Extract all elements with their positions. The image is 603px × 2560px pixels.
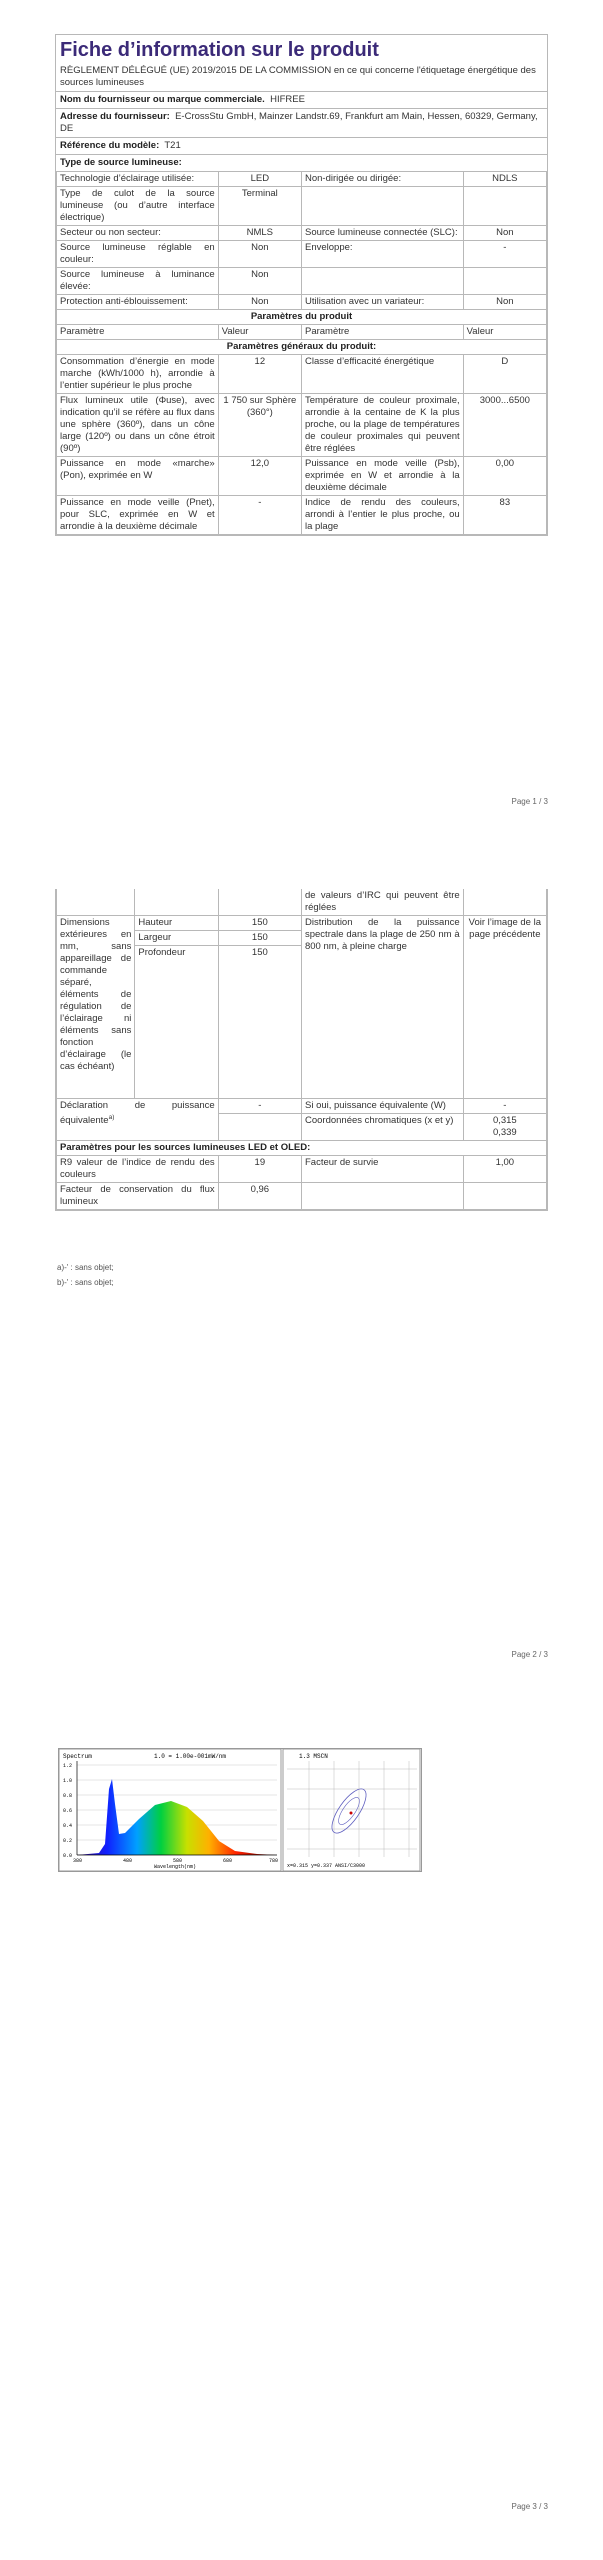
cell-value: - bbox=[463, 241, 546, 268]
model-label: Référence du modèle: bbox=[60, 140, 160, 151]
cell-value: 0,00 bbox=[463, 457, 546, 496]
cell-value: - bbox=[218, 496, 301, 535]
page-footer: Page 2 / 3 bbox=[511, 1650, 548, 1659]
cell-value: NMLS bbox=[218, 226, 301, 241]
cell-value: 1 750 sur Sphère (360°) bbox=[218, 394, 301, 457]
cell-label: Consommation d’énergie en mode marche (kWh/1000 h), arrondie à l’entier supérieur le plus proche bbox=[57, 355, 219, 394]
cell-value: 83 bbox=[463, 496, 546, 535]
dim-value: 150 bbox=[218, 931, 301, 946]
table-row bbox=[57, 295, 547, 310]
table-row bbox=[57, 394, 547, 457]
page-title: Fiche d’information sur le produit bbox=[60, 39, 379, 61]
cell-value: Non bbox=[463, 295, 546, 310]
page-footer: Page 1 / 3 bbox=[511, 797, 548, 806]
survival-label: Facteur de survie bbox=[301, 1156, 463, 1183]
table-row bbox=[57, 241, 547, 268]
table-row bbox=[57, 1183, 547, 1210]
table-row bbox=[57, 1099, 547, 1114]
col-value: Valeur bbox=[463, 325, 546, 340]
cell-value: Non bbox=[218, 268, 301, 295]
cell-empty bbox=[135, 889, 218, 916]
dim-name: Hauteur bbox=[135, 916, 218, 931]
x-tick: 780 bbox=[269, 1858, 279, 1864]
x-tick: 680 bbox=[223, 1858, 233, 1864]
table-row bbox=[57, 172, 547, 187]
chroma-coords-value bbox=[463, 1114, 546, 1141]
cell-label: Secteur ou non secteur: bbox=[57, 226, 219, 241]
y-tick: 1.2 bbox=[63, 1763, 73, 1769]
model-row bbox=[56, 137, 547, 154]
cell-empty bbox=[57, 889, 135, 916]
dim-value: 150 bbox=[218, 946, 301, 1099]
footnote-b: b)-' : sans objet; bbox=[57, 1278, 114, 1287]
power-decl-value: - bbox=[218, 1099, 301, 1114]
supplier-label: Nom du fournisseur ou marque commerciale. bbox=[60, 94, 265, 105]
cell-value bbox=[463, 268, 546, 295]
cie-title: 1.3 MSCN bbox=[299, 1753, 328, 1760]
lumen-maintenance-label: Facteur de conservation du flux lumineux bbox=[57, 1183, 219, 1210]
x-tick: 480 bbox=[123, 1858, 133, 1864]
cell-label: de valeurs d’IRC qui peuvent être réglées bbox=[301, 889, 463, 916]
page-3 bbox=[0, 1700, 603, 2560]
cell-label: Type de culot de la source lumineuse (ou d’autre interface électrique) bbox=[57, 187, 219, 226]
footnote-a: a)-' : sans objet; bbox=[57, 1263, 114, 1272]
equivalent-power-value: - bbox=[463, 1099, 546, 1114]
y-tick: 0.4 bbox=[63, 1823, 73, 1829]
product-params-heading: Paramètres du produit bbox=[57, 310, 547, 325]
spectral-label: Distribution de la puissance spectrale dans la plage de 250 nm à 800 nm, à pleine charge bbox=[301, 916, 463, 1099]
cell-label: Enveloppe: bbox=[301, 241, 463, 268]
led-params-heading: Paramètres pour les sources lumineuses LED et OLED: bbox=[57, 1141, 547, 1156]
equivalent-power-label: Si oui, puissance équivalente (W) bbox=[301, 1099, 463, 1114]
cell-label: Classe d’efficacité énergétique bbox=[301, 355, 463, 394]
table-row bbox=[57, 355, 547, 394]
address-value: E-CrossStu GmbH, Mainzer Landstr.69, Frankfurt am Main, Hessen, 60329, Germany, DE bbox=[60, 111, 538, 134]
cell-value: Terminal bbox=[218, 187, 301, 226]
x-tick: 380 bbox=[73, 1858, 83, 1864]
table-row bbox=[57, 325, 547, 340]
dim-name: Largeur bbox=[135, 931, 218, 946]
cell-value: 3000...6500 bbox=[463, 394, 546, 457]
y-tick: 0.0 bbox=[63, 1853, 73, 1859]
page-1 bbox=[0, 0, 603, 815]
cell-label: Source lumineuse à luminance élevée: bbox=[57, 268, 219, 295]
cell-value: Non bbox=[218, 295, 301, 310]
cell-value: Non bbox=[218, 241, 301, 268]
spectrum-caption: 1.0 = 1.00e-001mW/nm bbox=[154, 1753, 227, 1760]
y-tick: 0.2 bbox=[63, 1838, 73, 1844]
table-row bbox=[57, 889, 547, 916]
page-2 bbox=[0, 885, 603, 1665]
cell-empty bbox=[463, 889, 546, 916]
page-footer: Page 3 / 3 bbox=[511, 2502, 548, 2511]
cie-frame bbox=[283, 1749, 420, 1871]
y-tick: 0.6 bbox=[63, 1808, 73, 1814]
cell-label bbox=[301, 268, 463, 295]
col-value: Valeur bbox=[218, 325, 301, 340]
spectrum-chart bbox=[59, 1749, 281, 1871]
table-row bbox=[57, 1156, 547, 1183]
product-info-sheet-continued bbox=[55, 889, 548, 1211]
supplier-value: HIFREE bbox=[270, 94, 305, 105]
table-row bbox=[57, 1141, 547, 1156]
source-type-table bbox=[56, 171, 547, 535]
address-label: Adresse du fournisseur: bbox=[60, 111, 170, 122]
spectrum-graphic bbox=[59, 1749, 421, 1871]
supplier-row bbox=[56, 91, 547, 108]
spectrum-title: Spectrum bbox=[63, 1753, 92, 1760]
y-tick: 1.0 bbox=[63, 1778, 73, 1784]
cell-empty bbox=[301, 1183, 463, 1210]
table-row bbox=[57, 496, 547, 535]
product-info-sheet bbox=[55, 34, 548, 536]
cell-empty bbox=[463, 1183, 546, 1210]
x-tick: 580 bbox=[173, 1858, 183, 1864]
lumen-maintenance-value: 0,96 bbox=[218, 1183, 301, 1210]
table-row bbox=[57, 310, 547, 325]
cell-label: Source lumineuse connectée (SLC): bbox=[301, 226, 463, 241]
cell-label: Puissance en mode «marche» (Pon), exprimée en W bbox=[57, 457, 219, 496]
r9-label: R9 valeur de l’indice de rendu des couleurs bbox=[57, 1156, 219, 1183]
cell-value: Non bbox=[463, 226, 546, 241]
table-row bbox=[57, 268, 547, 295]
power-decl-label: Déclaration de puissance équivalente$^{a)}$ bbox=[57, 1099, 219, 1141]
cell-label: Puissance en mode veille (Psb), exprimée en W et arrondie à la deuxième décimale bbox=[301, 457, 463, 496]
spectral-value: Voir l’image de la page précédente bbox=[463, 916, 546, 1099]
cell-value: LED bbox=[218, 172, 301, 187]
cell-label bbox=[301, 187, 463, 226]
table-row bbox=[57, 340, 547, 355]
r9-value: 19 bbox=[218, 1156, 301, 1183]
cell-label: Non-dirigée ou dirigée: bbox=[301, 172, 463, 187]
cie-caption: x=0.315 y=0.337 ANSI/C3000 bbox=[287, 1863, 366, 1869]
col-param: Paramètre bbox=[301, 325, 463, 340]
cell-label: Indice de rendu des couleurs, arrondi à l’entier le plus proche, ou la plage bbox=[301, 496, 463, 535]
cell-label: Source lumineuse réglable en couleur: bbox=[57, 241, 219, 268]
cell-value: NDLS bbox=[463, 172, 546, 187]
model-value: T21 bbox=[164, 140, 181, 151]
dim-value: 150 bbox=[218, 916, 301, 931]
table-row bbox=[57, 187, 547, 226]
dimensions-label: Dimensions extérieures en mm, sans appareillage de commande séparé, éléments de régulation de l’éclairage ni éléments sans fonction d’éclairage (le cas échéant) bbox=[57, 916, 135, 1099]
cell-value: 12,0 bbox=[218, 457, 301, 496]
chromaticity-point bbox=[350, 1812, 353, 1815]
coord-y: 0,339 bbox=[492, 1127, 517, 1138]
cell-value: D bbox=[463, 355, 546, 394]
general-params-heading: Paramètres généraux du produit: bbox=[57, 340, 547, 355]
x-axis-label: Wavelength(nm) bbox=[154, 1864, 197, 1870]
dim-name: Profondeur bbox=[135, 946, 218, 1099]
cell-empty bbox=[218, 889, 301, 916]
cell-empty bbox=[218, 1114, 301, 1141]
cell-label: Utilisation avec un variateur: bbox=[301, 295, 463, 310]
cell-label: Protection anti-éblouissement: bbox=[57, 295, 219, 310]
source-type-heading: Type de source lumineuse: bbox=[56, 154, 547, 171]
survival-value: 1,00 bbox=[463, 1156, 546, 1183]
cie-chart bbox=[283, 1749, 420, 1871]
dimensions-table bbox=[56, 889, 547, 1210]
cell-label: Température de couleur proximale, arrondie à la centaine de K la plus proche, ou la plage de températures de couleur proximales qui peuvent être réglées bbox=[301, 394, 463, 457]
col-param: Paramètre bbox=[57, 325, 219, 340]
cell-value: 12 bbox=[218, 355, 301, 394]
cell-value bbox=[463, 187, 546, 226]
chroma-coords-label: Coordonnées chromatiques (x et y) bbox=[301, 1114, 463, 1141]
cell-label: Flux lumineux utile (Φuse), avec indication qu’il se réfère au flux dans une sphère (360º), dans un cône large (120º) ou dans un cône étroit (90º) bbox=[57, 394, 219, 457]
table-row bbox=[57, 916, 547, 931]
table-row bbox=[57, 226, 547, 241]
cell-label: Puissance en mode veille (Pnet), pour SLC, exprimée en W et arrondie à la deuxième décimale bbox=[57, 496, 219, 535]
cell-label: Technologie d’éclairage utilisée: bbox=[57, 172, 219, 187]
y-tick: 0.8 bbox=[63, 1793, 73, 1799]
table-row bbox=[57, 457, 547, 496]
regulation-text: RÈGLEMENT DÉLÉGUÉ (UE) 2019/2015 DE LA COMMISSION en ce qui concerne l'étiquetage énergétique des sources lumineuses bbox=[60, 65, 536, 88]
address-row bbox=[56, 108, 547, 137]
spectrum-figure bbox=[58, 1748, 422, 1872]
coord-x: 0,315 bbox=[492, 1115, 517, 1126]
